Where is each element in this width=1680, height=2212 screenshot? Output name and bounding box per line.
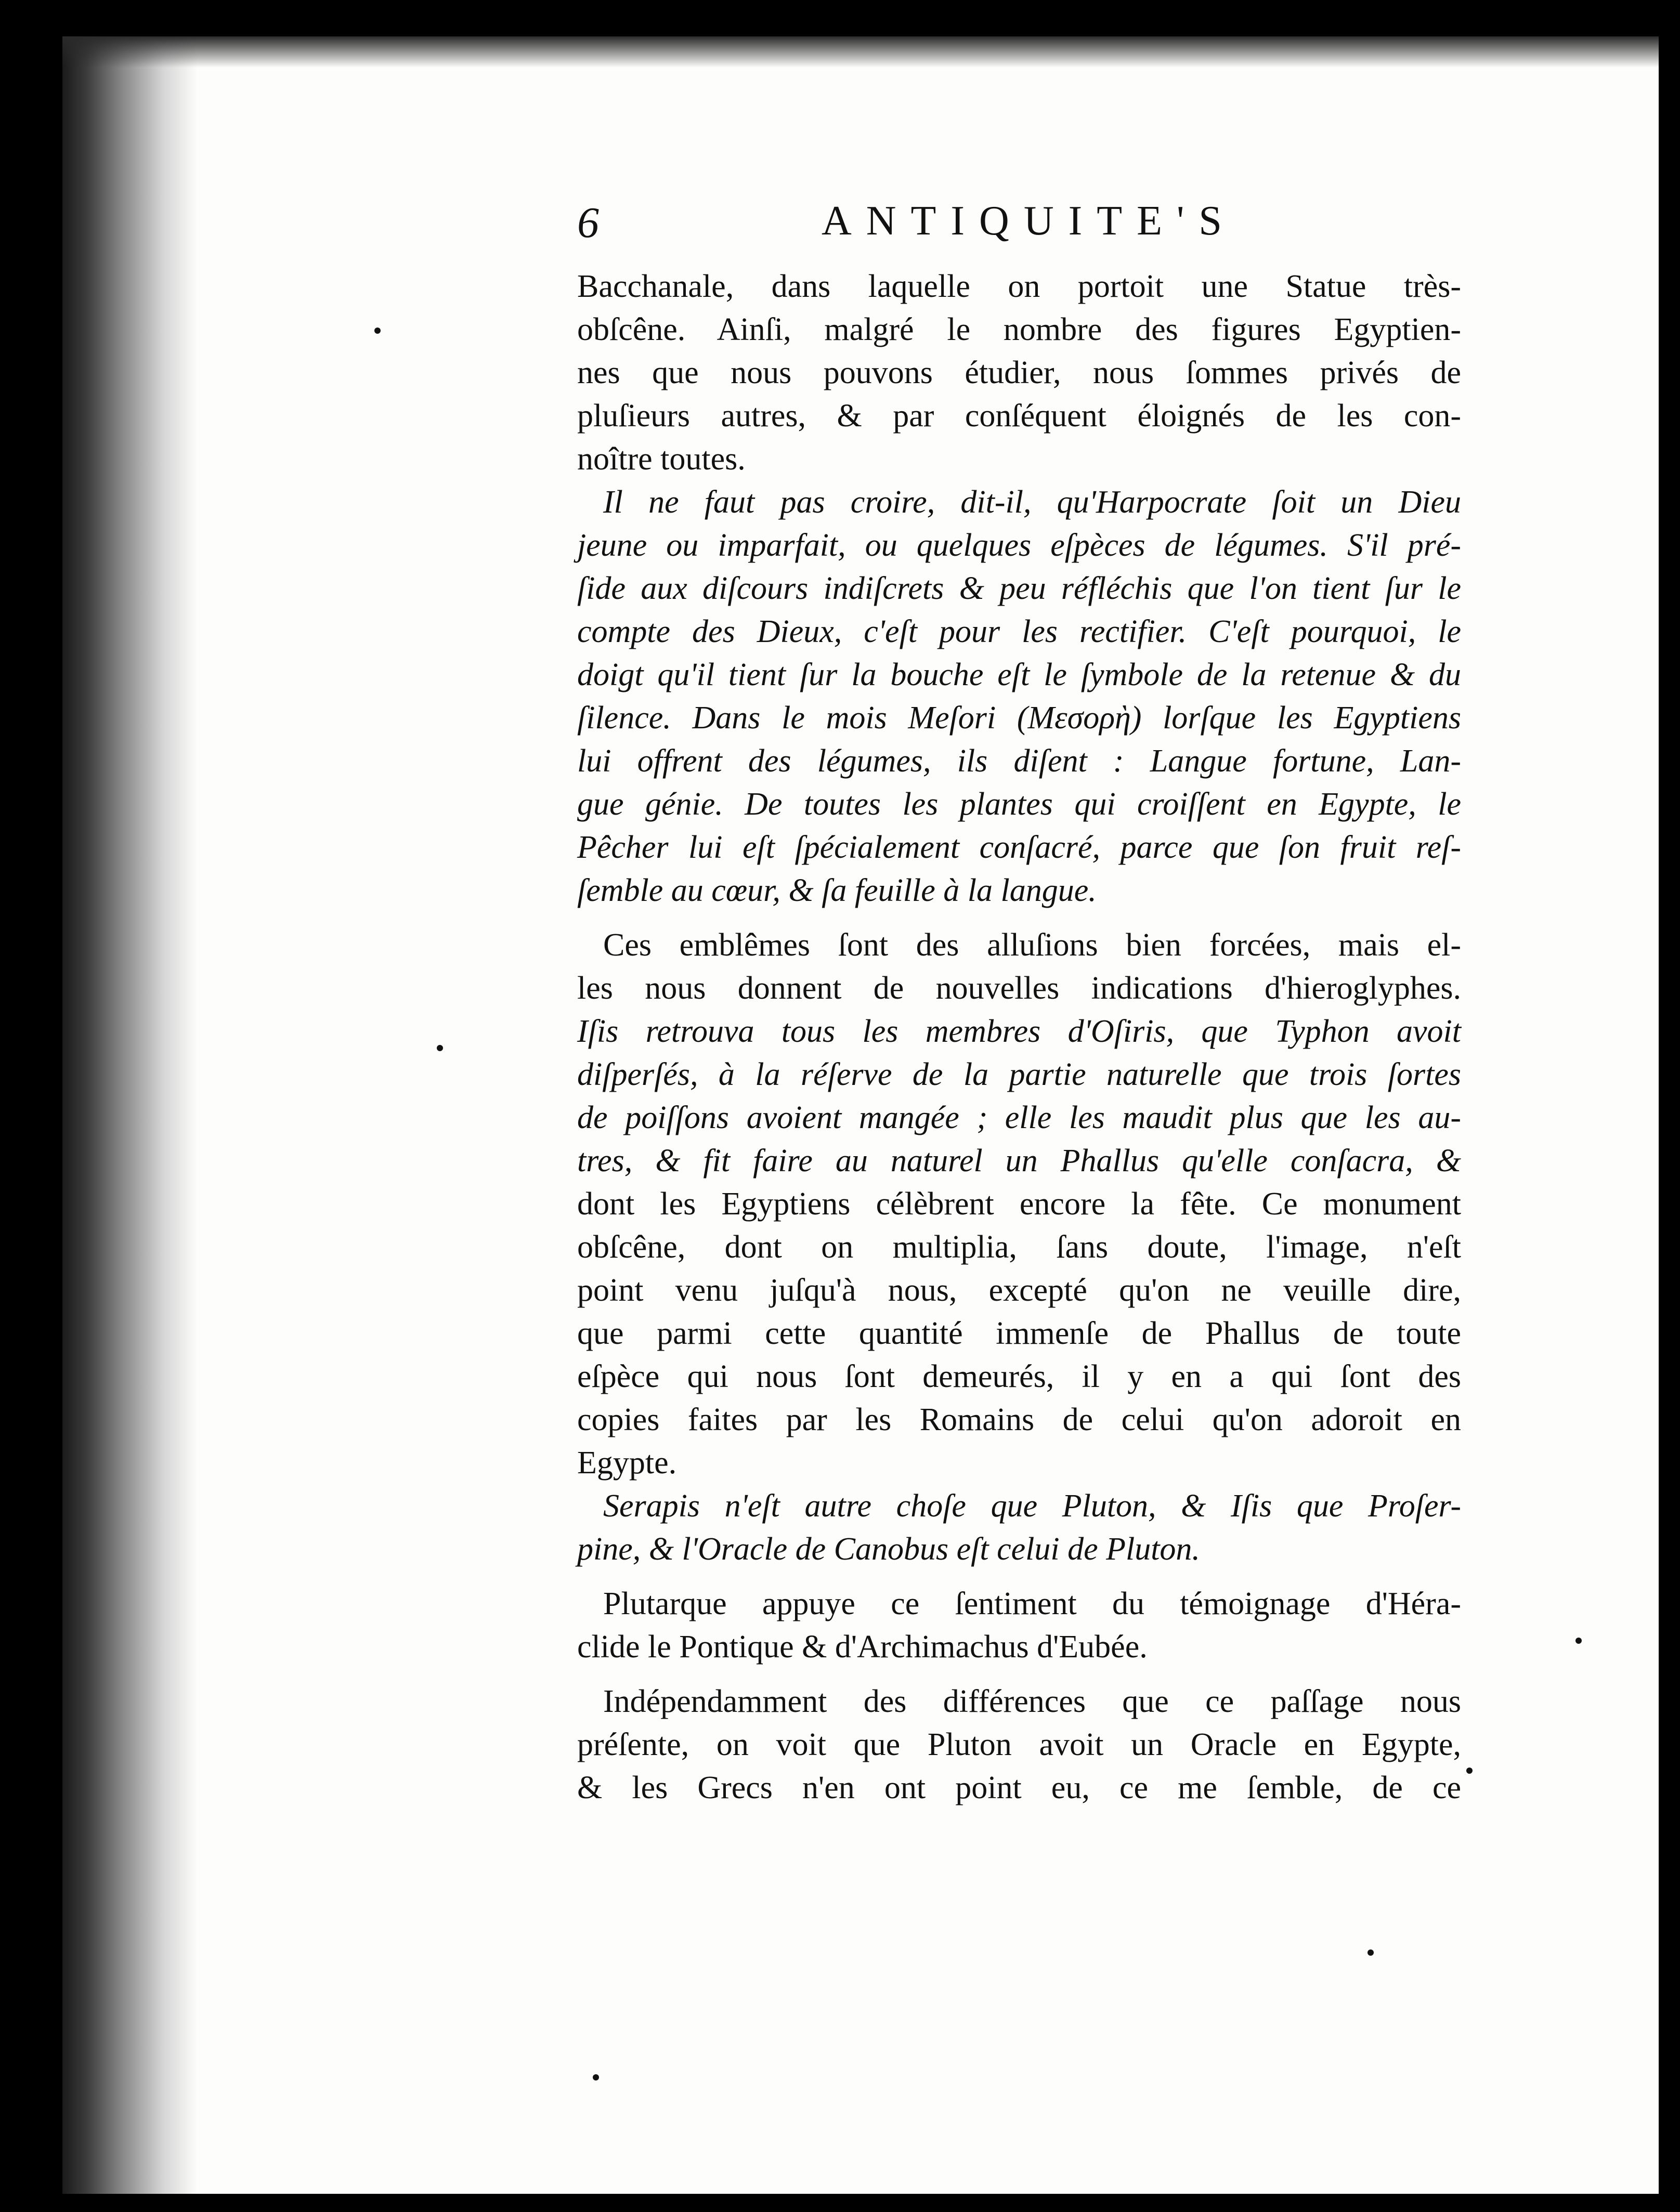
text-line: préſente, on voit que Pluton avoit un Oracle en Egypte, [577,1727,1461,1762]
text-line: Pêcher lui eſt ſpécialement conſacré, parce que ſon fruit reſ- [577,830,1461,865]
ink-speck [1466,1768,1473,1774]
paragraph-2-quotation [577,481,1461,912]
text-line: gue génie. De toutes les plantes qui croiſſent en Egypte, le [577,787,1461,822]
text-line: les nous donnent de nouvelles indications d'hieroglyphes. [577,971,1461,1006]
paragraph-3 [577,924,1461,1485]
text-line: obſcêne, dont on multiplia, ſans doute, l'image, n'eſt [577,1229,1461,1265]
text-line: copies faites par les Romains de celui qu'on adoroit en [577,1402,1461,1437]
page-header [577,198,1461,265]
paragraph-6 [577,1680,1461,1810]
text-line: tres, & fit faire au naturel un Phallus qu'elle conſacra, & [577,1143,1461,1179]
text-line: Il ne faut pas croire, dit-il, qu'Harpocrate ſoit un Dieu [603,485,1461,520]
text-line: Bacchanale, dans laquelle on portoit une Statue très- [577,269,1461,304]
text-line: obſcêne. Ainſi, malgré le nombre des figures Egyptien- [577,312,1461,347]
text-line: ſilence. Dans le mois Meſori (Μεσορὴ) lorſque les Egyptiens [577,700,1461,736]
text-line: noître toutes. [577,441,746,477]
text-line: Indépendamment des différences que ce paſſage nous [603,1684,1461,1719]
ink-speck [1575,1638,1582,1644]
text-line: doigt qu'il tient ſur la bouche eſt le ſymbole de la retenue & du [577,657,1461,692]
text-block [577,198,1461,1810]
text-line: nes que nous pouvons étudier, nous ſommes privés de [577,355,1461,390]
text-line: & les Grecs n'en ont point eu, ce me ſemble, de ce [577,1770,1461,1805]
text-line: Iſis retrouva tous les membres d'Oſiris, que Typhon avoit [577,1014,1461,1049]
text-line: pine, & l'Oracle de Canobus eſt celui de Pluton. [577,1532,1200,1567]
text-line: ſide aux diſcours indiſcrets & peu réfléchis que l'on tient ſur le [577,571,1461,606]
text-line: pluſieurs autres, & par conſéquent éloignés de les con- [577,398,1461,434]
ink-speck [437,1045,443,1051]
text-line: Plutarque appuye ce ſentiment du témoignage d'Héra- [603,1586,1461,1621]
text-line: jeune ou imparfait, ou quelques eſpèces de légumes. S'il pré- [577,528,1461,563]
text-line: Ces emblêmes ſont des alluſions bien forcées, mais el- [603,927,1461,963]
paragraph-5 [577,1582,1461,1669]
text-line: compte des Dieux, c'eſt pour les rectifier. C'eſt pourquoi, le [577,614,1461,649]
top-edge-shadow [62,36,1659,68]
text-line: Egypte. [577,1445,677,1481]
text-line: clide le Pontique & d'Archimachus d'Eubée. [577,1629,1148,1665]
running-head: ANTIQUITE'S [822,198,1236,244]
ink-speck [374,328,381,334]
ink-speck [593,2074,599,2080]
binding-shadow [62,36,198,2194]
text-line: eſpèce qui nous ſont demeurés, il y en a qui ſont des [577,1359,1461,1394]
paragraph-1 [577,265,1461,481]
text-line: diſperſés, à la réſerve de la partie naturelle que trois ſortes [577,1057,1461,1092]
text-line: ſemble au cœur, & ſa feuille à la langue. [577,873,1097,908]
text-line: point venu juſqu'à nous, excepté qu'on ne veuille dire, [577,1273,1461,1308]
text-line: dont les Egyptiens célèbrent encore la fête. Ce monument [577,1186,1461,1222]
text-line: de poiſſons avoient mangée ; elle les maudit plus que les au- [577,1100,1461,1135]
ink-speck [1368,1949,1374,1956]
text-line: que parmi cette quantité immenſe de Phallus de toute [577,1316,1461,1351]
paragraph-4-quotation [577,1485,1461,1571]
page-number: 6 [577,199,599,247]
text-line: lui offrent des légumes, ils diſent : Langue fortune, Lan- [577,743,1461,779]
text-line: Serapis n'eſt autre choſe que Pluton, & Iſis que Proſer- [603,1488,1461,1524]
